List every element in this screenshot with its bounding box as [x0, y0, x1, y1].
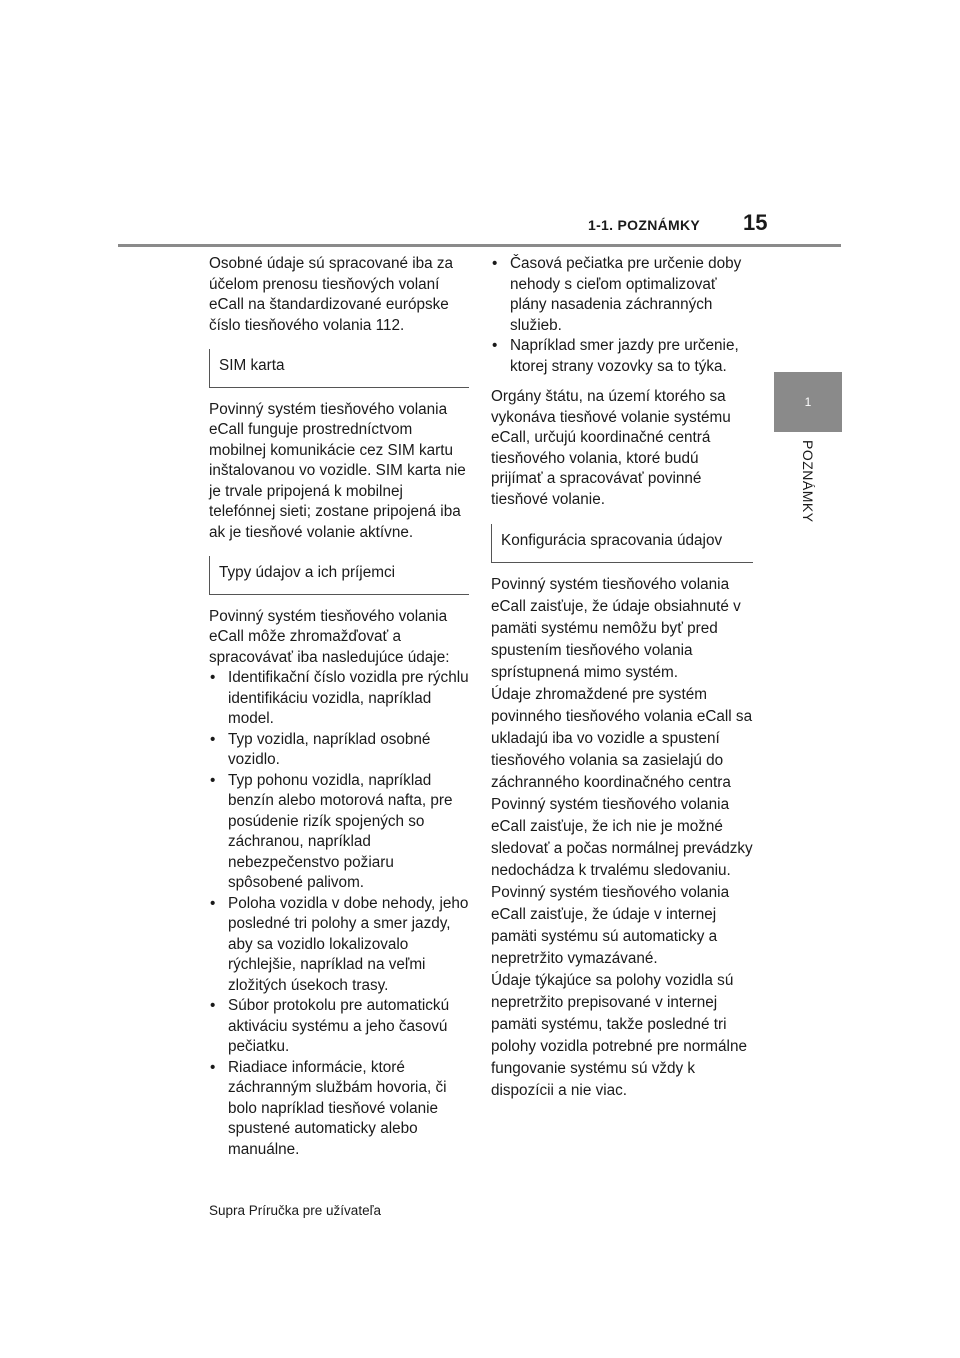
intro-paragraph: Osobné údaje sú spracované iba za účelom prenosu tiesňových volaní eCall na štandardizované európske číslo tiesňového volania 112. — [209, 255, 454, 334]
list-item: • Identifikační číslo vozidla pre rýchlu identifikáciu vozidla, napríklad model. — [209, 668, 469, 730]
data-types-paragraph: Povinný systém tiesňového volania eCall môže zhromažďovať a spracovávať iba nasledujúce údaje: — [209, 607, 450, 666]
config-paragraph: Povinný systém tiesňového volania eCall zaisťuje, že údaje v internej pamäti systému sú automaticky a nepretržito vymazávané. — [491, 883, 730, 967]
chapter-tab — [774, 372, 842, 432]
data-types-list — [209, 668, 469, 1160]
chapter-number: 1 — [804, 395, 812, 409]
section-heading-data-types: Typy údajov a ich príjemci — [209, 556, 469, 595]
chapter-label: POZNÁMKY — [800, 440, 816, 523]
footer-text: Supra Príručka pre užívateľa — [209, 1203, 382, 1218]
config-paragraph: Povinný systém tiesňového volania eCall zaisťuje, že ich nie je možné sledovať a počas normálnej prevádzky nedochádza k trvalému sledovaniu. — [491, 795, 753, 879]
data-types-list-continued — [491, 254, 753, 377]
left-column — [209, 254, 469, 1160]
config-paragraph: Povinný systém tiesňového volania eCall zaisťuje, že údaje obsiahnuté v pamäti systému nemôžu byť pred spustením tiesňového volania sprístupnená mimo systém. — [491, 575, 741, 681]
list-item: • Riadiace informácie, ktoré záchranným službám hovoria, či bolo napríklad tiesňové volanie spustené automaticky alebo manuálne. — [209, 1058, 469, 1161]
list-item: • Časová pečiatka pre určenie doby nehody s cieľom optimalizovať plány nasadenia záchranných služieb. — [491, 254, 753, 336]
page-number: 15 — [743, 210, 768, 235]
list-item: • Poloha vozidla v dobe nehody, jeho posledné tri polohy a smer jazdy, aby sa vozidlo lokalizovalo rýchlejšie, napríklad na veľmi zložitých úsekoch trasy. — [209, 894, 469, 997]
right-column — [491, 254, 753, 1102]
list-item: • Napríklad smer jazdy pre určenie, ktorej strany vozovky sa to týka. — [491, 336, 753, 377]
header-rule — [118, 244, 841, 247]
list-item: • Typ vozidla, napríklad osobné vozidlo. — [209, 730, 469, 771]
sim-paragraph: Povinný systém tiesňového volania eCall funguje prostredníctvom mobilnej komunikácie cez SIM kartu inštalovanou vo vozidle. SIM karta nie je trvale pripojená k mobilnej telefónnej sieti; zostane pripojená iba ak je tiesňové volanie aktívne. — [209, 400, 466, 541]
list-item: • Súbor protokolu pre automatickú aktiváciu systému a jeho časovú pečiatku. — [209, 996, 469, 1058]
config-body — [491, 574, 753, 1102]
authorities-paragraph: Orgány štátu, na území ktorého sa vykonáva tiesňové volanie systému eCall, určujú koordinačné centrá tiesňového volania, ktoré budú prijímať a spracovávať povinné tiesňové volanie. — [491, 388, 731, 508]
section-heading-config: Konfigurácia spracovania údajov — [491, 524, 753, 563]
config-paragraph: Údaje týkajúce sa polohy vozidla sú nepretržito prepisované v internej pamäti systému, takže posledné tri polohy vozidla potrebné pre normálne fungovanie systému sú vždy k dispozícii a nie viac. — [491, 971, 747, 1099]
list-item: • Typ pohonu vozidla, napríklad benzín alebo motorová nafta, pre posúdenie rizík spojených so záchranou, napríklad nebezpečenstvo požiaru spôsobené palivom. — [209, 771, 469, 894]
config-paragraph: Údaje zhromaždené pre systém povinného tiesňového volania eCall sa ukladajú iba vo vozidle a spustení tiesňového volania sa zasielajú do záchranného koordinačného centra — [491, 685, 753, 791]
section-heading-sim: SIM karta — [209, 349, 469, 388]
section-title: 1-1. POZNÁMKY — [588, 217, 701, 233]
